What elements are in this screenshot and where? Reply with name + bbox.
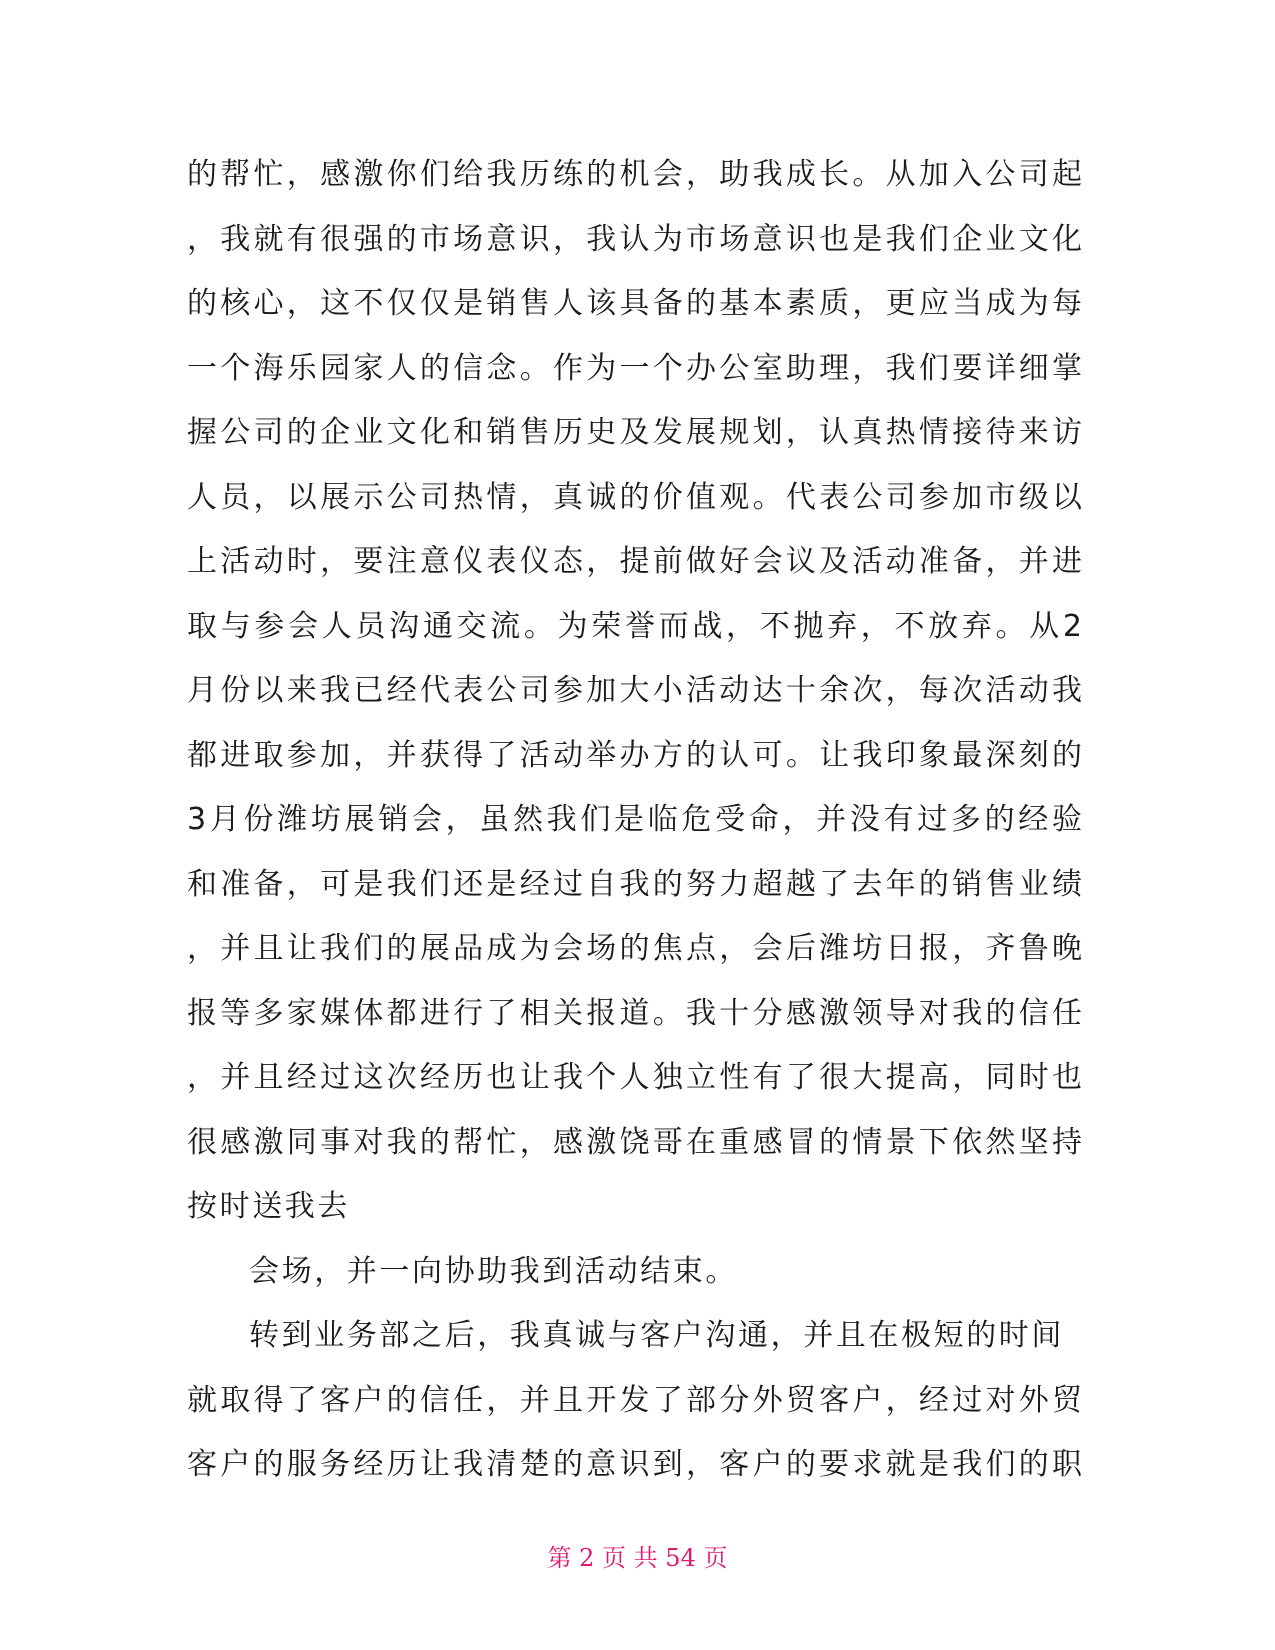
text-line: 客户的服务经历让我清楚的意识到，客户的要求就是我们的职 bbox=[187, 1447, 1082, 1482]
paragraph-first-line: 会场，并一向协助我到活动结束。 bbox=[249, 1253, 738, 1289]
text-line: ，并且经过这次经历也让我个人独立性有了很大提高，同时也 bbox=[187, 1060, 1082, 1095]
document-body bbox=[187, 143, 1082, 1498]
text-line: 月份以来我已经代表公司参加大小活动达十余次，每次活动我 bbox=[187, 673, 1082, 708]
text-line: 就取得了客户的信任，并且开发了部分外贸客户，经过对外贸 bbox=[187, 1382, 1082, 1418]
text-line: ，并且让我们的展品成为会场的焦点，会后潍坊日报，齐鲁晚 bbox=[187, 931, 1082, 966]
text-line: 上活动时，要注意仪表仪态，提前做好会议及活动准备，并进 bbox=[187, 544, 1082, 579]
text-line: 的帮忙，感激你们给我历练的机会，助我成长。从加入公司起 bbox=[187, 157, 1082, 192]
text-line: 3月份潍坊展销会，虽然我们是临危受命，并没有过多的经验 bbox=[187, 802, 1082, 837]
text-line: 都进取参加，并获得了活动举办方的认可。让我印象最深刻的 bbox=[187, 737, 1082, 773]
text-line: 握公司的企业文化和销售历史及发展规划，认真热情接待来访 bbox=[187, 415, 1082, 450]
text-line: 的核心，这不仅仅是销售人该具备的基本素质，更应当成为每 bbox=[187, 286, 1082, 321]
text-line: ，我就有很强的市场意识，我认为市场意识也是我们企业文化 bbox=[187, 221, 1082, 257]
paragraph-first-line: 转到业务部之后，我真诚与客户沟通，并且在极短的时间 bbox=[249, 1318, 1064, 1353]
text-line: 人员，以展示公司热情，真诚的价值观。代表公司参加市级以 bbox=[187, 479, 1082, 515]
text-line: 一个海乐园家人的信念。作为一个办公室助理，我们要详细掌 bbox=[187, 350, 1082, 386]
text-line: 按时送我去 bbox=[187, 1189, 350, 1224]
text-line: 和准备，可是我们还是经过自我的努力超越了去年的销售业绩 bbox=[187, 866, 1082, 902]
text-line: 取与参会人员沟通交流。为荣誉而战，不抛弃，不放弃。从2 bbox=[187, 608, 1082, 644]
text-line: 很感激同事对我的帮忙，感激饶哥在重感冒的情景下依然坚持 bbox=[187, 1124, 1082, 1160]
text-line: 报等多家媒体都进行了相关报道。我十分感激领导对我的信任 bbox=[187, 995, 1082, 1031]
page-number-footer: 第 2 页 共 54 页 bbox=[547, 1544, 728, 1572]
